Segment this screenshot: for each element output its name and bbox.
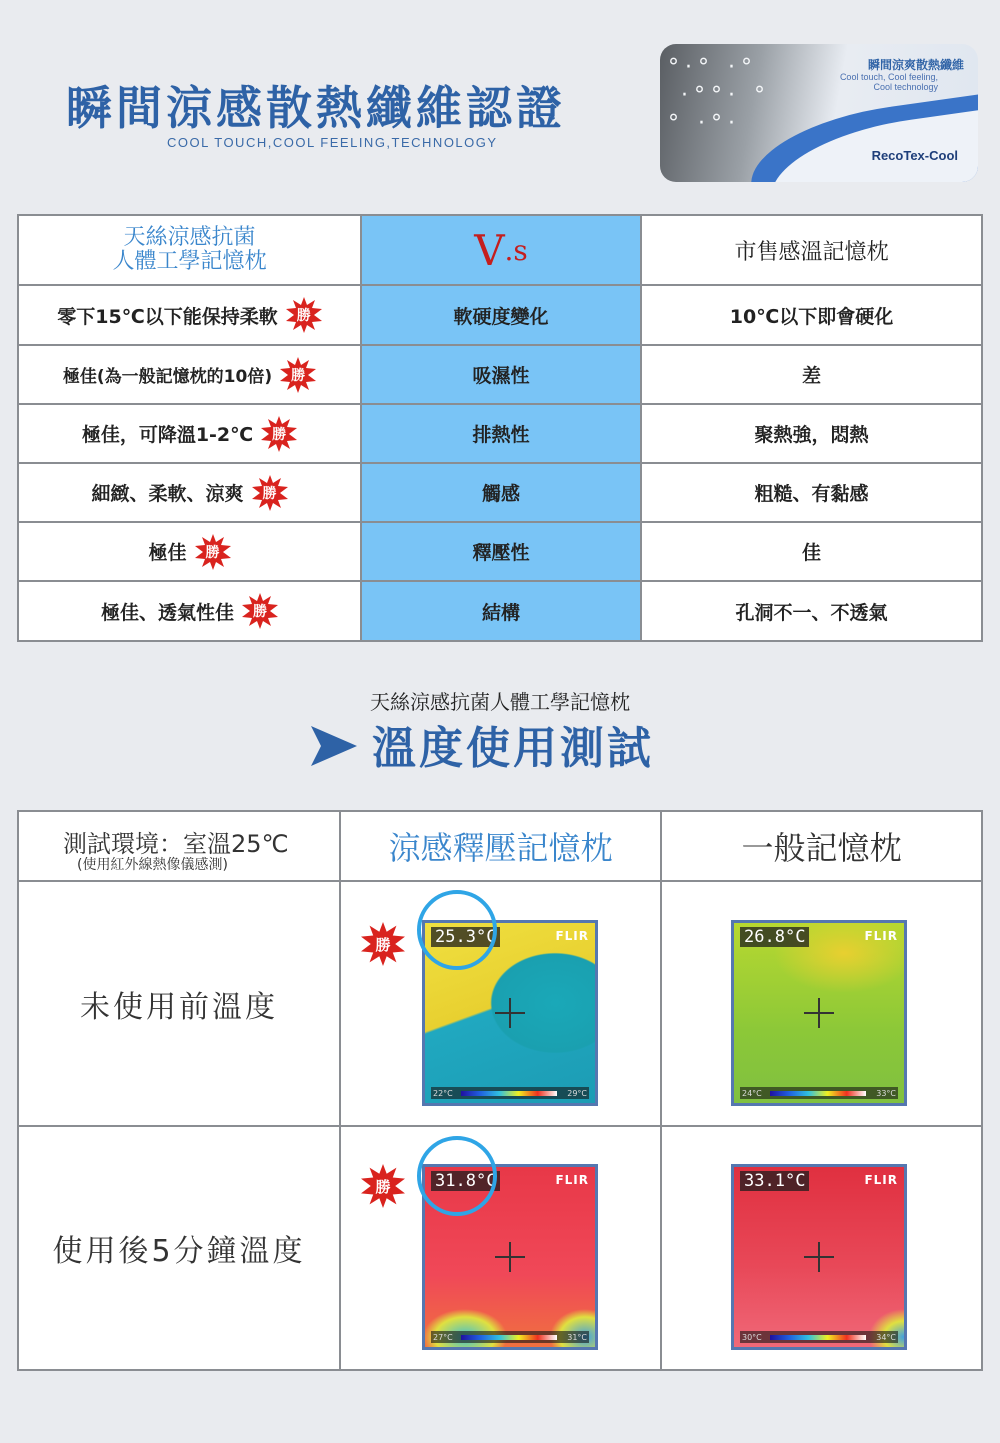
criterion-cell: 吸濕性	[362, 346, 640, 403]
section-title: 溫度使用測試	[372, 723, 654, 774]
flir-logo: FLIR	[555, 929, 589, 943]
win-badge: 勝	[286, 297, 322, 333]
comparison-table	[17, 214, 983, 642]
crosshair-icon	[804, 1242, 834, 1272]
left-cell	[19, 464, 362, 521]
left-value: 極佳(為一般記憶枕的10倍)	[62, 367, 273, 387]
criterion-cell: 軟硬度變化	[362, 286, 640, 344]
vs-label	[362, 216, 640, 284]
color-scale-bar: 30°C 34°C	[742, 1332, 896, 1342]
flir-logo: FLIR	[555, 1173, 589, 1187]
crosshair-icon	[495, 998, 525, 1028]
comparison-header-row	[19, 216, 981, 286]
left-value: 極佳、透氣性佳	[100, 601, 234, 624]
highlight-circle	[417, 890, 497, 970]
left-value: 零下15℃以下能保持柔軟	[57, 305, 278, 328]
water-drops-icon: °·° ·° ·°°· ° ° ·°·	[668, 55, 771, 136]
color-scale-bar: 24°C 33°C	[742, 1088, 896, 1098]
right-cell: 聚熱強，悶熱	[640, 405, 981, 462]
criterion-cell: 釋壓性	[362, 523, 640, 580]
badge-brand: RecoTex-Cool	[871, 148, 958, 163]
comparison-row	[19, 464, 981, 523]
right-cell: 差	[640, 346, 981, 403]
vs-main: V	[474, 225, 505, 275]
left-cell	[19, 582, 362, 640]
win-badge: 勝	[361, 922, 405, 966]
temperature-readout: 31.8°C	[431, 1171, 500, 1191]
win-badge: 勝	[261, 416, 297, 452]
column-divider	[660, 812, 662, 1369]
right-cell: 粗糙、有黏感	[640, 464, 981, 521]
crosshair-icon	[495, 1242, 525, 1272]
right-product-header: 市售感溫記憶枕	[640, 216, 981, 284]
section-subtitle: 天絲涼感抗菌人體工學記憶枕	[370, 690, 630, 714]
thermal-image-normal-before	[731, 920, 907, 1106]
right-cell: 孔洞不一、不透氣	[640, 582, 981, 640]
temperature-readout: 33.1°C	[740, 1171, 809, 1191]
flir-logo: FLIR	[864, 929, 898, 943]
win-badge: 勝	[280, 357, 316, 393]
vs-small: .s	[504, 233, 528, 267]
recotex-cool-badge	[660, 44, 978, 182]
criterion-cell: 結構	[362, 582, 640, 640]
color-scale-bar: 22°C 29°C	[433, 1088, 587, 1098]
color-scale-bar: 27°C 31°C	[433, 1332, 587, 1342]
right-cell: 10℃以下即會硬化	[640, 286, 981, 344]
comparison-row	[19, 346, 981, 405]
highlight-circle	[417, 1136, 497, 1216]
left-header-line-1: 天絲涼感抗菌	[123, 225, 256, 250]
badge-tagline	[840, 72, 938, 92]
win-badge: 勝	[242, 593, 278, 629]
row-label-after-5min: 使用後5分鐘溫度	[52, 1234, 306, 1269]
left-header-line-2: 人體工學記憶枕	[112, 249, 267, 274]
flir-logo: FLIR	[864, 1173, 898, 1187]
left-cell	[19, 346, 362, 403]
column-header-normal-pillow: 一般記憶枕	[741, 829, 902, 867]
thermal-image-normal-after	[731, 1164, 907, 1350]
column-header-cool-pillow: 涼感釋壓記憶枕	[388, 829, 613, 867]
crosshair-icon	[804, 998, 834, 1028]
left-value: 極佳，可降溫1-2℃	[81, 424, 254, 446]
badge-title: 瞬間涼爽散熱纖維	[867, 58, 964, 72]
left-cell	[19, 286, 362, 344]
comparison-row	[19, 405, 981, 464]
temperature-readout: 26.8°C	[740, 927, 809, 947]
page-title: 瞬間涼感散熱纖維認證	[66, 81, 566, 135]
left-value: 極佳	[148, 542, 187, 564]
criterion-cell: 排熱性	[362, 405, 640, 462]
column-divider	[339, 812, 341, 1369]
win-badge: 勝	[195, 534, 231, 570]
left-cell	[19, 523, 362, 580]
page-subtitle: COOL TOUCH,COOL FEELING,TECHNOLOGY	[167, 135, 498, 150]
comparison-row	[19, 523, 981, 582]
criterion-cell: 觸感	[362, 464, 640, 521]
test-environment: 測試環境：室溫25℃	[63, 830, 289, 858]
right-cell: 佳	[640, 523, 981, 580]
test-method-note: (使用紅外線熱像儀感測)	[77, 857, 228, 873]
left-cell	[19, 405, 362, 462]
comparison-row	[19, 582, 981, 640]
comparison-row	[19, 286, 981, 346]
left-value: 細緻、柔軟、涼爽	[91, 483, 244, 505]
temperature-readout: 25.3°C	[431, 927, 500, 947]
row-label-before-use: 未使用前溫度	[80, 989, 278, 1025]
badge-tagline-2: Cool technology	[873, 82, 938, 92]
win-badge: 勝	[252, 475, 288, 511]
arrow-right-icon	[311, 726, 357, 766]
win-badge: 勝	[361, 1164, 405, 1208]
temperature-test-table	[17, 810, 983, 1371]
badge-tagline-1: Cool touch, Cool feeling,	[839, 72, 938, 82]
left-product-header	[19, 216, 362, 284]
